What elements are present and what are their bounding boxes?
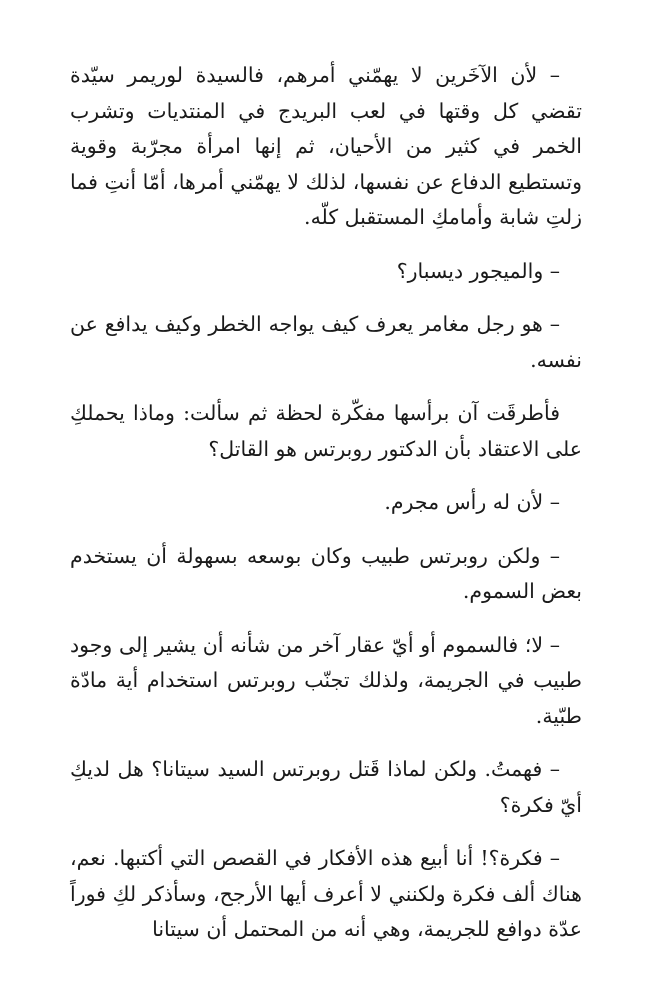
paragraph-4: فأطرقَت آن برأسها مفكّرة لحظة ثم سألت: وماذا يحملكِ على الاعتقاد بأن الدكتور روبرتس هو القاتل؟ (70, 401, 582, 461)
paragraph-5: – لأن له رأس مجرم. (384, 490, 560, 514)
paragraph-1: – لأن الآخَرين لا يهمّني أمرهم، فالسيدة لوريمر سيّدة تقضي كل وقتها في لعب البريدج في المنتديات وتشرب الخمر في كثير من الأحيان، ثم إنها امرأة مجرّبة وقوية وتستطيع الدفاع عن نفسها، لذلك لا يهمّني أمرها، أمّا أنتِ فما زلتِ شابة وأمامكِ المستقبل كلّه. (70, 63, 582, 229)
paragraph-3: – هو رجل مغامر يعرف كيف يواجه الخطر وكيف يدافع عن نفسه. (70, 312, 582, 372)
paragraph-8: – فهمتُ. ولكن لماذا قَتل روبرتس السيد سيتانا؟ هل لديكِ أيّ فكرة؟ (70, 757, 582, 817)
paragraph-2: – والميجور ديسبار؟ (396, 258, 560, 283)
book-page (70, 58, 582, 966)
paragraph-9: – فكرة؟! أنا أبيع هذه الأفكار في القصص التي أكتبها. نعم، هناك ألف فكرة ولكنني لا أعرف أيها الأرجح، وسأذكر لكِ فوراً عدّة دوافع للجريمة، وهي أنه من المحتمل أن سيتانا (70, 846, 582, 941)
paragraph-6: – ولكن روبرتس طبيب وكان بوسعه بسهولة أن يستخدم بعض السموم. (70, 543, 582, 603)
paragraph-7: – لا؛ فالسموم أو أيّ عقار آخر من شأنه أن يشير إلى وجود طبيب في الجريمة، ولذلك تجنّب روبرتس استخدام أية مادّة طبّية. (70, 632, 582, 728)
